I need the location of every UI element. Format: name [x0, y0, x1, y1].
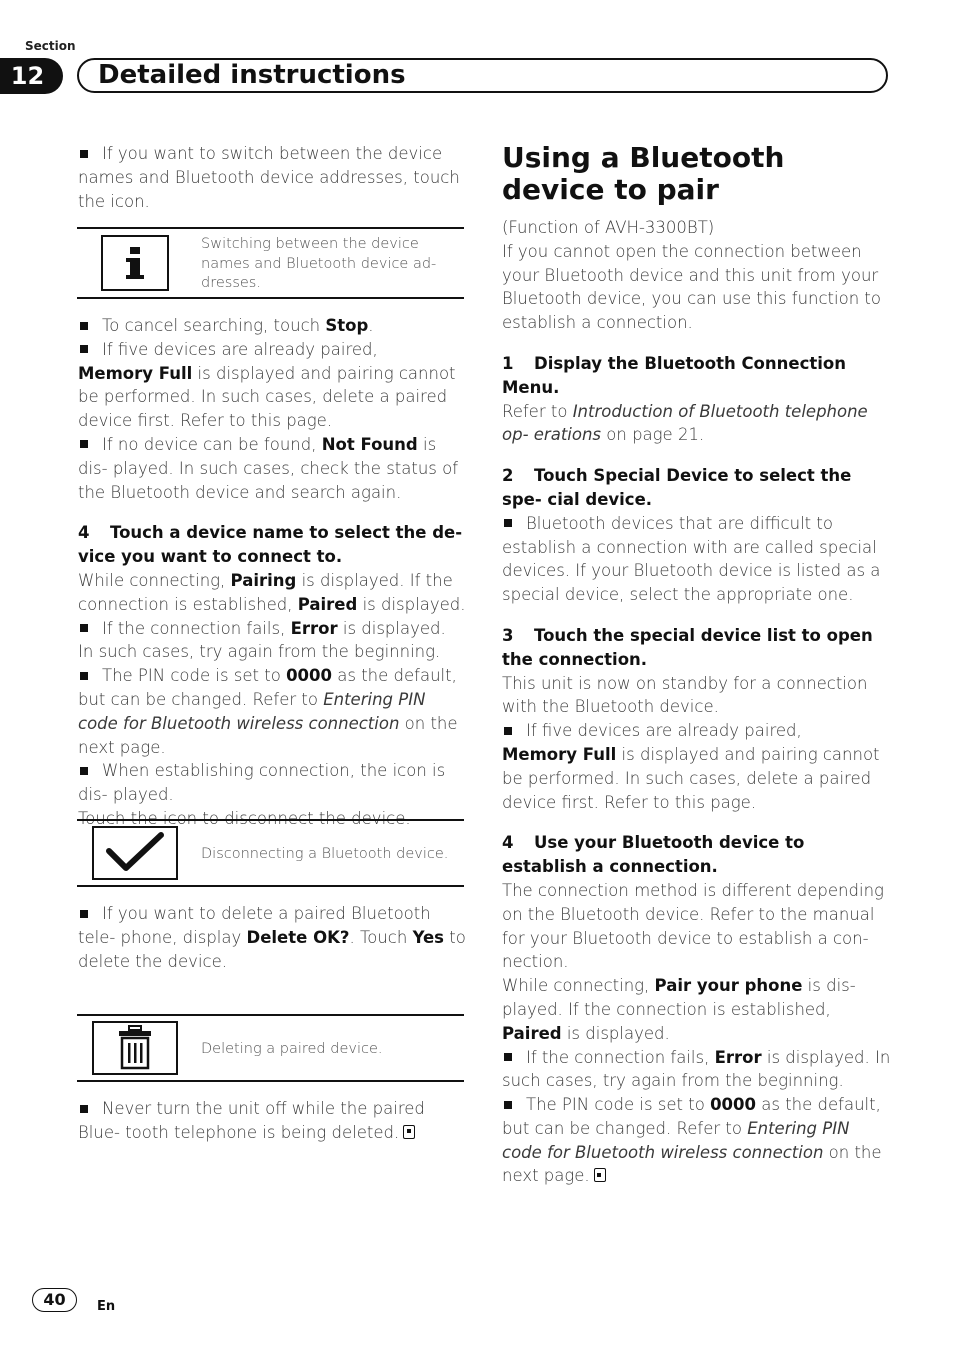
section-heading: Using a Bluetooth device to pair [502, 141, 785, 206]
connecting-text: While connecting, Pairing is displayed. If the connection is established, Paired is displayed. [78, 570, 466, 614]
trash-icon[interactable] [92, 1021, 178, 1075]
page-title: Detailed instructions [98, 60, 406, 90]
bullet-cancel: To cancel searching, touch Stop. [78, 314, 466, 338]
step-4-heading: 4 Touch a device name to select the de- vice you want to connect to. [78, 523, 463, 567]
bullet-square-icon [80, 150, 88, 158]
info-icon[interactable] [101, 235, 169, 291]
step-4-connecting: While connecting, Pair your phone is dis- played. If the connection is established, Paired is displayed. [502, 976, 856, 1043]
bullet-square-icon [504, 1101, 512, 1109]
left-column-part3 [78, 902, 466, 973]
end-mark-icon [594, 1168, 606, 1182]
bullet-square-icon [504, 727, 512, 735]
step-3-heading: 3 Touch the special device list to open the connection. [502, 625, 873, 669]
bullet-square-icon [80, 345, 88, 353]
note-delete [77, 1014, 464, 1082]
checkmark-glyph [104, 831, 166, 875]
bullet-square-icon [80, 322, 88, 330]
step-4-heading: 4 Use your Bluetooth device to establish a connection. [502, 833, 805, 877]
note-disconnect [77, 819, 464, 887]
intro-text: If you cannot open the connection between your Bluetooth device and this unit from your Bluetooth device, you can use this function to establish a connection. [502, 241, 881, 333]
bullet-pin-code: The PIN code is set to 0000 as the default, but can be changed. Refer to Entering PIN code for Bluetooth wireless connection on the next page. [78, 666, 458, 757]
touch-disconnect-text: Touch the icon to disconnect the device. [78, 808, 411, 828]
bullet-square-icon [80, 624, 88, 632]
trash-glyph [115, 1024, 155, 1072]
step-1-body: Refer to Introduction of Bluetooth telephone op- erations on page 21. [502, 401, 868, 445]
language-label: En [97, 1299, 116, 1314]
bullet-not-found: If no device can be found, Not Found is dis- played. In such cases, check the status of the Bluetooth device and search again. [78, 434, 459, 502]
info-glyph [120, 243, 150, 283]
bullet-square-icon [80, 1105, 88, 1113]
bullet-five-devices: If five devices are already paired, [78, 338, 466, 362]
function-note: (Function of AVH-3300BT) [502, 218, 715, 237]
right-column-body [502, 216, 894, 1188]
note-caption: Switching between the device names and Bluetooth device ad- dresses. [201, 236, 437, 291]
bullet-square-icon [80, 910, 88, 918]
step-4-body: The connection method is different depending on the Bluetooth device. Refer to the manual for your Bluetooth device to establish a con- nection. [502, 880, 884, 972]
bullet-square-icon [80, 672, 88, 680]
bullet-pin-code: The PIN code is set to 0000 as the default, but can be changed. Refer to Entering PIN code for Bluetooth wireless connection on the next page. [502, 1095, 882, 1186]
bullet-never-turn-off: Never turn the unit off while the paired Blue- tooth telephone is being deleted. [78, 1099, 425, 1142]
bullet-square-icon [80, 440, 88, 448]
bullet-delete-device: If you want to delete a paired Bluetooth tele- phone, display Delete OK?. Touch Yes to delete the device. [78, 904, 466, 971]
step-3-body: This unit is now on standby for a connection with the Bluetooth device. [502, 673, 868, 717]
right-column [502, 142, 894, 1188]
bullet-switch-names: If you want to switch between the device names and Bluetooth device addresses, touch the icon. [78, 144, 460, 211]
step-2-heading: 2 Touch Special Device to select the spe- cial device. [502, 466, 852, 509]
checkmark-icon[interactable] [92, 826, 178, 880]
bullet-establishing: When establishing connection, the icon is dis- played. [78, 761, 446, 805]
page-number: 40 [32, 1288, 77, 1312]
bullet-special-devices: Bluetooth devices that are difficult to establish a connection with are called special devices. If your Bluetooth device is listed as a special device, select the appropriate one. [502, 513, 881, 605]
note-caption: Deleting a paired device. [201, 1041, 383, 1057]
step-1-heading: 1 Display the Bluetooth Connection Menu. [502, 353, 846, 397]
bullet-five-devices: If five devices are already paired, [502, 719, 894, 743]
section-label: Section [25, 39, 76, 53]
memory-full-text: Memory Full is displayed and pairing cannot be performed. In such cases, delete a paired device first. Refer to this page. [502, 744, 880, 812]
bullet-square-icon [504, 519, 512, 527]
bullet-connection-fails: If the connection fails, Error is displayed. In such cases, try again from the beginning. [502, 1047, 891, 1091]
bullet-square-icon [504, 1053, 512, 1061]
left-column [78, 142, 466, 213]
end-mark-icon [403, 1125, 415, 1139]
memory-full-text: Memory Full is displayed and pairing cannot be performed. In such cases, delete a paired device first. Refer to this page. [78, 363, 456, 431]
section-number-badge: 12 [0, 58, 63, 94]
bullet-square-icon [80, 767, 88, 775]
left-column-part2 [78, 314, 466, 831]
note-caption: Disconnecting a Bluetooth device. [201, 846, 449, 862]
note-switch-names [77, 227, 464, 299]
bullet-connection-fails: If the connection fails, Error is displayed. In such cases, try again from the beginning. [78, 618, 446, 662]
left-column-part4 [78, 1097, 466, 1145]
